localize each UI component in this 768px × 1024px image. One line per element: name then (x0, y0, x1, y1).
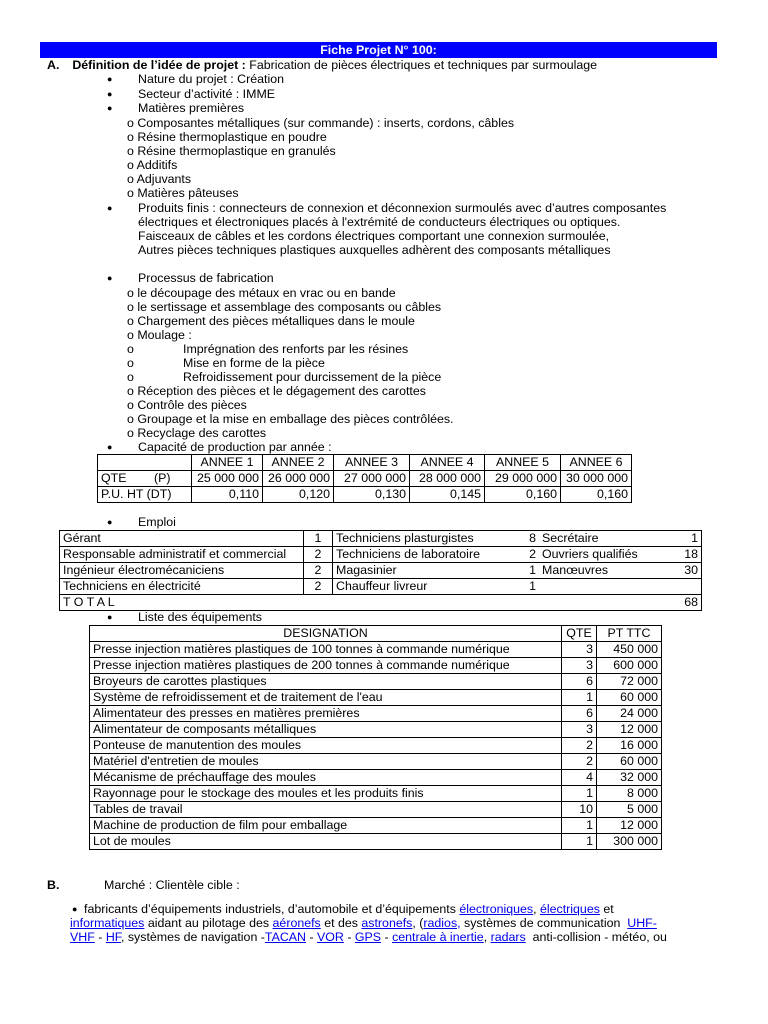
table-row: Presse injection matières plastiques de 200 tonnes à commande numérique 3 600 000 (90, 658, 662, 674)
equipment-table (89, 625, 662, 850)
bullet-icon: ● (107, 442, 113, 452)
nature-projet: Nature du projet : Création (138, 72, 285, 86)
list-item: o Réception des pièces et le dégagement des carottes (127, 384, 426, 398)
list-item: o le découpage des métaux en vrac ou en bande (127, 286, 396, 300)
table-row: Broyeurs de carottes plastiques 6 72 000 (90, 674, 662, 690)
table-row: Ingénieur électromécaniciens 2 Magasinier 1 Manœuvres 30 (60, 563, 702, 579)
list-item: o Résine thermoplastique en poudre (127, 130, 327, 144)
list-item: Imprégnation des renforts par les résines (183, 342, 409, 356)
table-row: Mécanisme de préchauffage des moules 4 32 000 (90, 770, 662, 786)
table-row: Matériel d'entretien de moules 2 60 000 (90, 754, 662, 770)
emploi-title: Emploi (138, 515, 176, 529)
list-item: o Adjuvants (127, 172, 192, 186)
section-a-title-text: Fabrication de pièces électriques et techniques par surmoulage (249, 58, 598, 72)
bullet-icon: ● (107, 517, 113, 527)
section-a-letter: A. (47, 58, 60, 72)
list-item: o Recyclage des carottes (127, 426, 267, 440)
link-vor[interactable]: VOR (317, 930, 344, 944)
matieres-title: Matières premières (138, 101, 245, 115)
table-row: Rayonnage pour le stockage des moules et les produits finis 1 8 000 (90, 786, 662, 802)
produits-line: Faisceaux de câbles et les cordons électriques comportant une connexion surmoulée, (138, 229, 610, 243)
list-item: o le sertissage et assemblage des composants ou câbles (127, 300, 442, 314)
link-centrale-inertie[interactable]: centrale à inertie (392, 930, 484, 944)
table-row: Gérant 1 Techniciens plasturgistes 8 Secrétaire 1 (60, 531, 702, 547)
produits-line: électriques et électroniques placés à l'extrémité de conducteurs électriques ou optiques. (138, 215, 621, 229)
list-item: o Résine thermoplastique en granulés (127, 144, 336, 158)
link-informatiques[interactable]: informatiques (70, 916, 145, 930)
link-hf[interactable]: HF (105, 930, 121, 944)
list-item: o Chargement des pièces métalliques dans le moule (127, 314, 415, 328)
link-electroniques[interactable]: électroniques (459, 902, 534, 916)
table-row: Alimentateur de composants métalliques 3 12 000 (90, 722, 662, 738)
table-row: Système de refroidissement et de traitement de l'eau 1 60 000 (90, 690, 662, 706)
capacite-title: Capacité de production par année : (138, 440, 332, 454)
link-electriques[interactable]: électriques (539, 902, 600, 916)
section-b-line: informatiques aidant au pilotage des aéronefs et des astronefs, (radios, systèmes de communication UHF- (70, 916, 657, 930)
capacity-table (97, 454, 632, 503)
table-row: Alimentateur des presses en matières premières 6 24 000 (90, 706, 662, 722)
link-radars[interactable]: radars (490, 930, 526, 944)
section-b-line: fabricants d’équipements industriels, d’automobile et d’équipements électroniques, électriques et (84, 902, 614, 916)
secteur-activite: Secteur d’activité : IMME (138, 87, 276, 101)
list-item: o Moulage : (127, 328, 192, 342)
bullet-icon: ● (107, 74, 113, 84)
link-uhf[interactable]: UHF- (627, 916, 657, 930)
produits-line: Autres pièces techniques plastiques auxquelles adhèrent des composants métalliques (138, 243, 611, 257)
bullet-icon: ● (107, 273, 113, 283)
section-b-title: Marché : Clientèle cible : (104, 878, 240, 892)
link-vhf[interactable]: VHF (70, 930, 95, 944)
list-item: Refroidissement pour durcissement de la pièce (183, 370, 442, 384)
equip-title: Liste des équipements (138, 610, 262, 624)
list-item: o (127, 342, 134, 356)
page-title: Fiche Projet N° 100: (40, 42, 717, 58)
list-item: o (127, 370, 134, 384)
emploi-table (59, 530, 702, 611)
list-item: o (127, 356, 134, 370)
table-row-total: T O T A L 68 (60, 595, 702, 611)
table-header: DESIGNATION QTE PT TTC (90, 626, 662, 642)
section-a-heading (47, 58, 597, 72)
list-item: Mise en forme de la pièce (183, 356, 325, 370)
table-row: Machine de production de film pour emballage 1 12 000 (90, 818, 662, 834)
section-a-title: Définition de l’idée de projet : (72, 58, 246, 72)
section-b-letter: B. (47, 878, 60, 892)
produits-line: Produits finis : connecteurs de connexion et déconnexion surmoulés avec d’autres composantes (138, 201, 667, 215)
list-item: o Additifs (127, 158, 178, 172)
link-astronefs[interactable]: astronefs (361, 916, 413, 930)
table-row: ANNEE 1 ANNEE 2 ANNEE 3 ANNEE 4 ANNEE 5 ANNEE 6 (98, 455, 632, 471)
list-item: o Matières pâteuses (127, 186, 239, 200)
list-item: o Groupage et la mise en emballage des pièces contrôlées. (127, 412, 454, 426)
bullet-icon: ● (107, 103, 113, 113)
table-row: Lot de moules 1 300 000 (90, 834, 662, 850)
bullet-icon: ● (107, 89, 113, 99)
table-row: Tables de travail 10 5 000 (90, 802, 662, 818)
table-row: P.U. HT (DT) 0,110 0,120 0,130 0,145 0,160 0,160 (98, 487, 632, 503)
table-row: Presse injection matières plastiques de 100 tonnes à commande numérique 3 450 000 (90, 642, 662, 658)
table-row: Ponteuse de manutention des moules 2 16 000 (90, 738, 662, 754)
link-aeronefs[interactable]: aéronefs (272, 916, 321, 930)
link-gps[interactable]: GPS (354, 930, 382, 944)
bullet-icon: ● (107, 203, 113, 213)
table-row: Techniciens en électricité 2 Chauffeur livreur 1 (60, 579, 702, 595)
link-tacan[interactable]: TACAN (264, 930, 306, 944)
table-row: QTE (P) 25 000 000 26 000 000 27 000 000 28 000 000 29 000 000 30 000 000 (98, 471, 632, 487)
table-row: Responsable administratif et commercial 2 Techniciens de laboratoire 2 Ouvriers qualifiés 18 (60, 547, 702, 563)
processus-title: Processus de fabrication (138, 271, 274, 285)
link-radios[interactable]: radios, (423, 916, 461, 930)
bullet-icon: ● (107, 612, 113, 622)
list-item: o Composantes métalliques (sur commande) : inserts, cordons, câbles (127, 116, 515, 130)
bullet-icon: ● (72, 904, 78, 914)
section-b-line: VHF - HF, systèmes de navigation -TACAN - VOR - GPS - centrale à inertie, radars anti-collision - météo, ou (70, 930, 667, 944)
list-item: o Contrôle des pièces (127, 398, 247, 412)
